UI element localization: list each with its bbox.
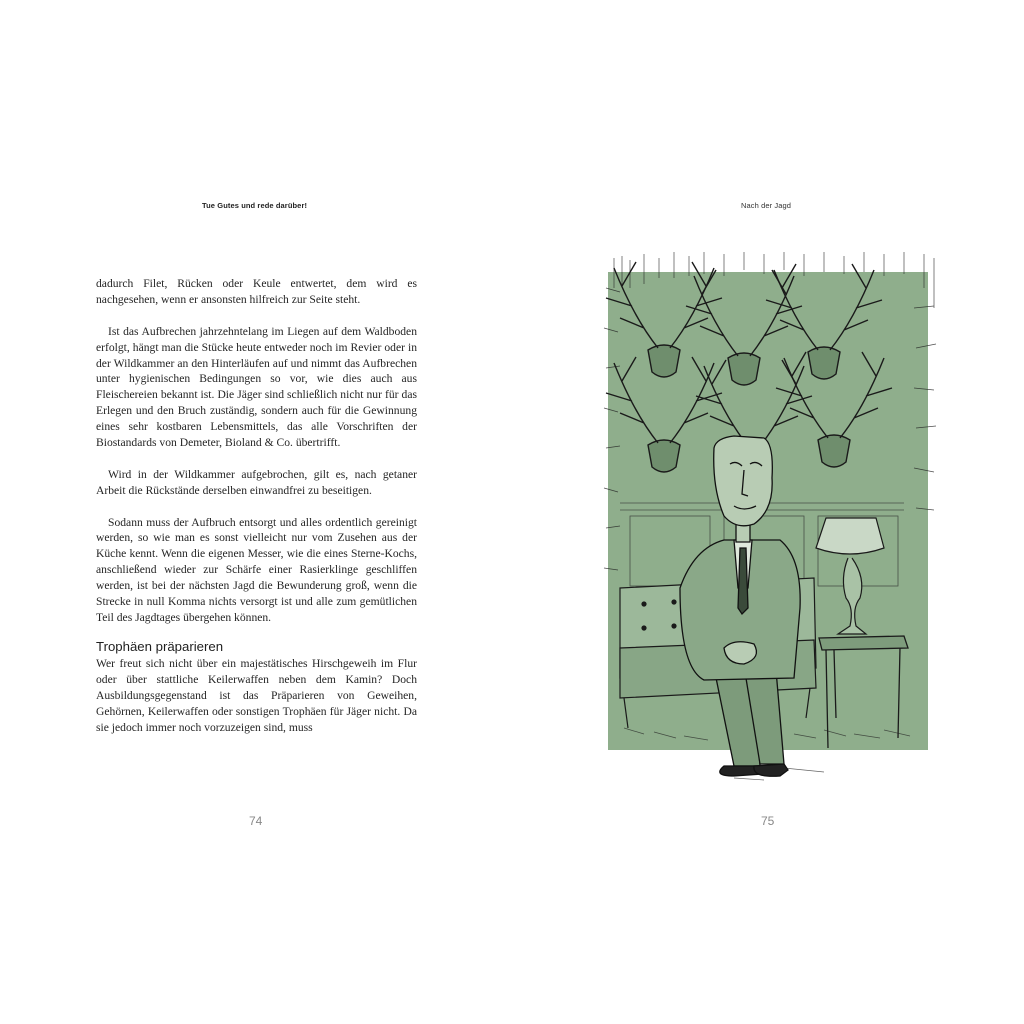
- running-head-left: Tue Gutes und rede darüber!: [202, 201, 308, 210]
- running-head-right: Nach der Jagd: [741, 201, 792, 210]
- page-number-right: 75: [761, 814, 775, 828]
- paragraph-5: Wer freut sich nicht über ein majestätisches Hirschgeweih im Flur oder über stattliche Keilerwaffen neben dem Kamin? Doch Ausbildungsgegenstand ist das Präparieren von Geweihen, Gehörnen, Keilerwaffen oder sonstigen Trophäen für Jäger nicht. Da sie jedoch immer noch vorzuzeigen sind, muss: [96, 656, 417, 734]
- subheading: Trophäen präparieren: [96, 638, 224, 654]
- paragraph-3: Wird in der Wildkammer aufgebrochen, gilt es, nach getaner Arbeit die Rückstände derselben einwandfrei zu beseitigen.: [96, 467, 417, 497]
- trophy-illustration: [584, 248, 956, 788]
- paragraph-4: Sodann muss der Aufbruch entsorgt und alles ordentlich gereinigt werden, so wie man es sonst vielleicht nur vom Zusehen aus der Küche kennt. Wenn die eigenen Messer, wie die eines Sterne-Kochs, anschließend wieder zur Schärfe einer Rasierklinge geschliffen werden, ist bei der nächsten Jagd die Bewunderung groß, wenn die Strecke in null Komma nichts versorgt ist und alle zum gemütlichen Teil des Jagdtages übergehen können.: [96, 515, 417, 624]
- paragraph-1: dadurch Filet, Rücken oder Keule entwertet, dem wird es nachgesehen, wenn er ansonsten hilfreich zur Seite steht.: [96, 277, 417, 306]
- right-page: [512, 0, 1024, 1024]
- paragraph-2: Ist das Aufbrechen jahrzehntelang im Liegen auf dem Waldboden erfolgt, hängt man die Stücke heute entweder noch im Revier oder in der Wildkammer an den Hinterläufen auf und nimmt das Aufbrechen unter hygienischen Bedingungen so vor, wie dies auch aus Fleischereien bekannt ist. Die Jäger sind schließlich nicht nur für das Erlegen und den Bruch zuständig, sondern auch für die Gewinnung eines sehr kostbaren Lebensmittels, das alle Vorschriften der Biostandards von Demeter, Bioland & Co. übertrifft.: [96, 324, 417, 450]
- body-text: [96, 276, 417, 751]
- page-number-left: 74: [249, 814, 263, 828]
